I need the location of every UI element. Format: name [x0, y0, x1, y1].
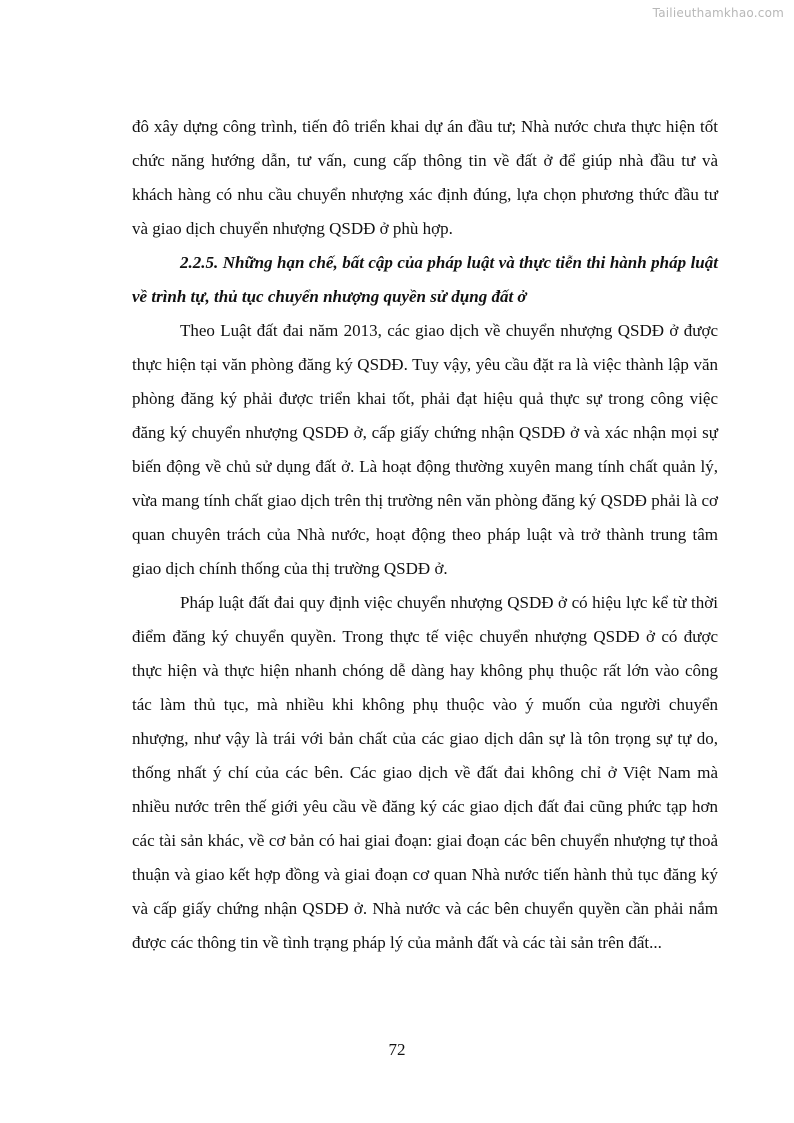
- paragraph-registration-office: Theo Luật đất đai năm 2013, các giao dịch về chuyển nhượng QSDĐ ở được thực hiện tại văn phòng đăng ký QSDĐ. Tuy vậy, yêu cầu đặt ra là việc thành lập văn phòng đăng ký phải được triển khai tốt, phải đạt hiệu quả thực sự trong công việc đăng ký chuyển nhượng QSDĐ ở, cấp giấy chứng nhận QSDĐ ở và xác nhận mọi sự biến động về chủ sử dụng đất ở. Là hoạt động thường xuyên mang tính chất quản lý, vừa mang tính chất giao dịch trên thị trường nên văn phòng đăng ký QSDĐ phải là cơ quan chuyên trách của Nhà nước, hoạt động theo pháp luật và trở thành trung tâm giao dịch chính thống của thị trường QSDĐ ở.: [132, 321, 718, 578]
- page-number: 72: [388, 1040, 406, 1059]
- document-body: [132, 110, 718, 960]
- section-heading: 2.2.5. Những hạn chế, bất cập của pháp luật và thực tiễn thi hành pháp luật về trình tự, thủ tục chuyển nhượng quyền sử dụng đất ở: [132, 253, 718, 306]
- paragraph-continuation: đô xây dựng công trình, tiến đô triển khai dự án đầu tư; Nhà nước chưa thực hiện tốt chức năng hướng dẫn, tư vấn, cung cấp thông tin về đất ở để giúp nhà đầu tư và khách hàng có nhu cầu chuyển nhượng xác định đúng, lựa chọn phương thức đầu tư và giao dịch chuyển nhượng QSDĐ ở phù hợp.: [132, 117, 718, 238]
- watermark-text: Tailieuthamkhao.com: [652, 6, 784, 20]
- paragraph-transfer-effect: Pháp luật đất đai quy định việc chuyển nhượng QSDĐ ở có hiệu lực kể từ thời điểm đăng ký chuyển quyền. Trong thực tế việc chuyển nhượng QSDĐ ở có được thực hiện và thực hiện nhanh chóng dễ dàng hay không phụ thuộc rất lớn vào công tác làm thủ tục, mà nhiều khi không phụ thuộc vào ý muốn của người chuyển nhượng, như vậy là trái với bản chất của các giao dịch dân sự là tôn trọng sự tự do, thống nhất ý chí của các bên. Các giao dịch về đất đai không chỉ ở Việt Nam mà nhiều nước trên thế giới yêu cầu về đăng ký các giao dịch đất đai cũng phức tạp hơn các tài sản khác, về cơ bản có hai giai đoạn: giai đoạn các bên chuyển nhượng tự thoả thuận và giao kết hợp đồng và giai đoạn cơ quan Nhà nước tiến hành thủ tục đăng ký và cấp giấy chứng nhận QSDĐ ở. Nhà nước và các bên chuyển quyền cần phải nắm được các thông tin về tình trạng pháp lý của mảnh đất và các tài sản trên đất...: [132, 593, 718, 952]
